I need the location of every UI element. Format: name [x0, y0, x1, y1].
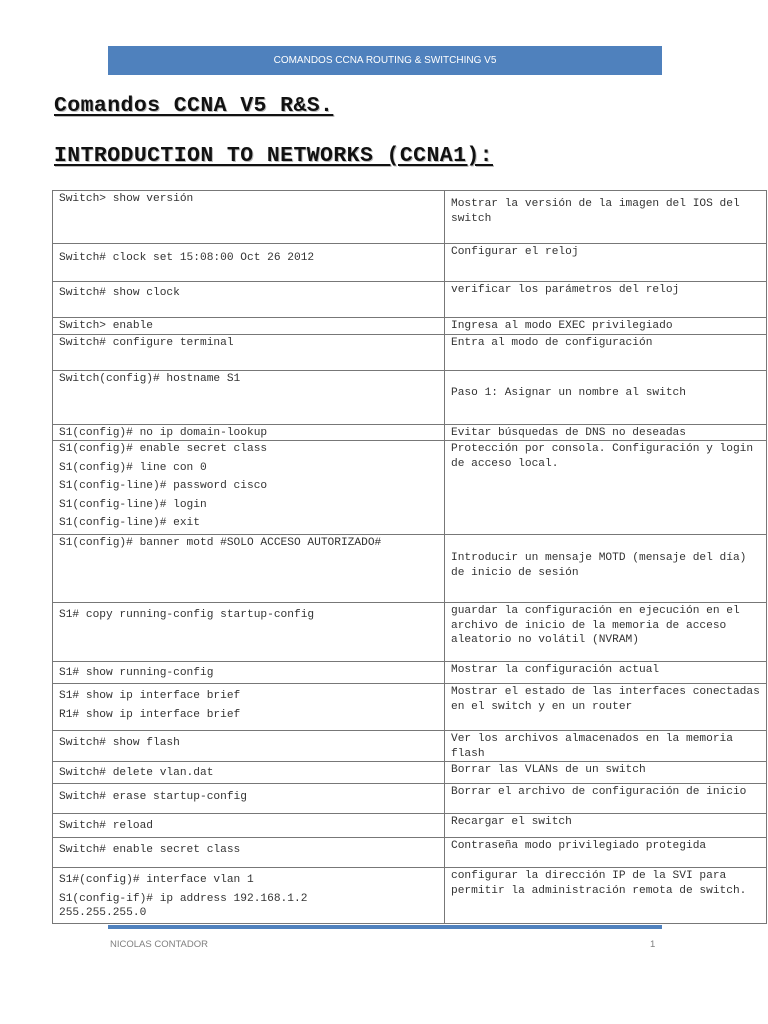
command-cell	[53, 318, 445, 335]
command-line: Switch# erase startup-config	[59, 791, 247, 804]
description-cell	[445, 868, 767, 924]
command-line: S1(config-line)# exit	[59, 517, 200, 530]
table-row	[53, 334, 767, 370]
description-text: Paso 1: Asignar un nombre al switch	[451, 386, 686, 399]
description-text: Entra al modo de configuración	[451, 336, 653, 349]
command-cell	[53, 370, 445, 424]
command-line: Switch# enable secret class	[59, 844, 241, 857]
command-line: Switch(config)# hostname S1	[59, 372, 241, 385]
description-cell	[445, 191, 767, 244]
table-row	[53, 684, 767, 731]
description-text: guardar la configuración en ejecución en el archivo de inicio de la memoria de acceso aleatorio no volátil (NVRAM)	[451, 605, 740, 647]
description-cell	[445, 603, 767, 662]
description-text: Borrar las VLANs de un switch	[451, 764, 646, 777]
command-line: Switch# delete vlan.dat	[59, 767, 214, 780]
description-text: Recargar el switch	[451, 816, 572, 829]
command-line: Switch> enable	[59, 320, 153, 332]
description-text: Borrar el archivo de configuración de inicio	[451, 786, 747, 799]
footer-divider	[108, 925, 662, 929]
table-row	[53, 441, 767, 535]
description-text: Evitar búsquedas de DNS no deseadas	[451, 426, 686, 439]
table-row	[53, 370, 767, 424]
command-cell	[53, 424, 445, 441]
table-row	[53, 191, 767, 244]
command-line: Switch# show flash	[59, 737, 180, 750]
command-cell	[53, 814, 445, 838]
table-row	[53, 603, 767, 662]
command-cell	[53, 838, 445, 868]
command-cell	[53, 603, 445, 662]
command-line: S1(config-line)# login	[59, 498, 207, 511]
command-cell	[53, 868, 445, 924]
description-text: Contraseña modo privilegiado protegida	[451, 840, 707, 853]
description-text: Protección por consola. Configuración y login de acceso local.	[451, 443, 754, 470]
command-cell	[53, 535, 445, 603]
command-line: Switch# reload	[59, 820, 153, 833]
command-cell	[53, 684, 445, 731]
description-text: verificar los parámetros del reloj	[451, 284, 680, 296]
section-heading: INTRODUCTION TO NETWORKS (CCNA1):	[54, 144, 493, 168]
description-cell	[445, 662, 767, 684]
table-row	[53, 731, 767, 762]
description-text: Ingresa al modo EXEC privilegiado	[451, 320, 673, 332]
header-bar	[108, 46, 662, 75]
table-row	[53, 762, 767, 784]
description-text: Mostrar la configuración actual	[451, 664, 660, 677]
command-line: S1(config)# no ip domain-lookup	[59, 426, 268, 439]
description-cell	[445, 535, 767, 603]
table-row	[53, 838, 767, 868]
command-cell	[53, 441, 445, 535]
description-text: configurar la dirección IP de la SVI para permitir la administración remota de switch.	[451, 870, 747, 897]
description-text: Introducir un mensaje MOTD (mensaje del día) de inicio de sesión	[451, 552, 747, 579]
description-text: Mostrar el estado de las interfaces conectadas en el switch y en un router	[451, 686, 760, 713]
description-cell	[445, 784, 767, 814]
command-line: S1(config-line)# password cisco	[59, 480, 268, 493]
command-cell	[53, 334, 445, 370]
header-title: COMANDOS CCNA ROUTING & SWITCHING V5	[273, 55, 497, 66]
description-cell	[445, 684, 767, 731]
table-row	[53, 535, 767, 603]
document-title: Comandos CCNA V5 R&S.	[54, 94, 334, 118]
description-text: Configurar el reloj	[451, 246, 579, 258]
description-cell	[445, 731, 767, 762]
command-cell	[53, 282, 445, 318]
description-text: Ver los archivos almacenados en la memoria flash	[451, 733, 733, 760]
command-cell	[53, 244, 445, 282]
command-line: Switch# clock set 15:08:00 Oct 26 2012	[59, 252, 315, 264]
description-text: Mostrar la versión de la imagen del IOS del switch	[451, 198, 740, 225]
table-row	[53, 784, 767, 814]
description-cell	[445, 814, 767, 838]
command-line: S1(config)# enable secret class	[59, 443, 268, 456]
description-cell	[445, 282, 767, 318]
command-line: 255.255.255.0	[59, 907, 147, 920]
description-cell	[445, 334, 767, 370]
command-line: S1# show running-config	[59, 667, 214, 680]
table-row	[53, 868, 767, 924]
command-line: Switch# configure terminal	[59, 336, 234, 349]
footer-author: NICOLAS CONTADOR	[110, 939, 209, 950]
command-line: S1# copy running-config startup-config	[59, 609, 315, 622]
description-cell	[445, 244, 767, 282]
commands-table	[52, 190, 767, 924]
command-line: S1#(config)# interface vlan 1	[59, 874, 254, 887]
description-cell	[445, 441, 767, 535]
command-cell	[53, 731, 445, 762]
description-cell	[445, 318, 767, 335]
command-line: S1(config)# banner motd #SOLO ACCESO AUTORIZADO#	[59, 537, 382, 550]
command-cell	[53, 784, 445, 814]
description-cell	[445, 762, 767, 784]
command-line: S1(config-if)# ip address 192.168.1.2	[59, 892, 308, 905]
table-row	[53, 244, 767, 282]
command-line: Switch# show clock	[59, 287, 180, 299]
command-cell	[53, 662, 445, 684]
command-line: Switch> show versión	[59, 193, 194, 205]
description-cell	[445, 838, 767, 868]
command-cell	[53, 762, 445, 784]
command-line: S1(config)# line con 0	[59, 461, 207, 474]
table-row	[53, 318, 767, 335]
command-line: S1# show ip interface brief	[59, 690, 241, 703]
table-row	[53, 424, 767, 441]
table-row	[53, 662, 767, 684]
command-line: R1# show ip interface brief	[59, 708, 241, 721]
description-cell	[445, 424, 767, 441]
table-row	[53, 282, 767, 318]
page-number: 1	[650, 939, 656, 950]
table-row	[53, 814, 767, 838]
command-cell	[53, 191, 445, 244]
description-cell	[445, 370, 767, 424]
